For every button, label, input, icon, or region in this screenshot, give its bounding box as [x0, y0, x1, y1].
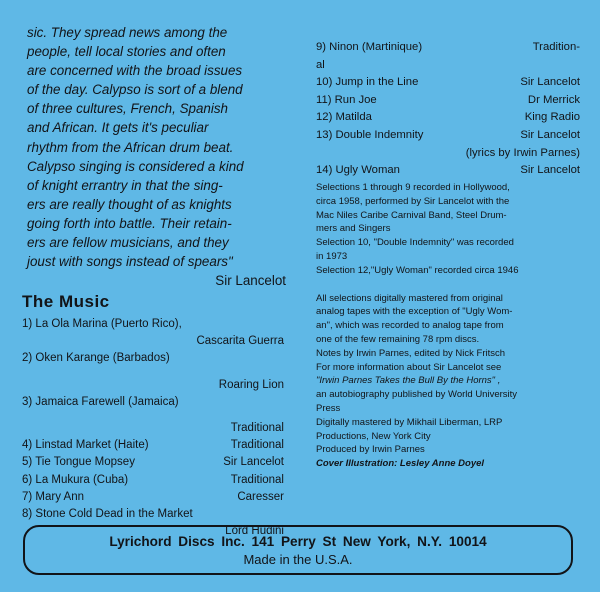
note-line: Productions, New York City [316, 430, 431, 442]
quote-line: going forth into battle. Their retain- [27, 215, 232, 231]
track-list-right [316, 39, 580, 180]
quote-line: sic. They spread news among the [27, 25, 228, 40]
track-item [316, 162, 580, 180]
track-item [316, 74, 580, 92]
track-title: 5) Tie Tongue Mopsey [22, 456, 135, 469]
track-artist: Sir Lancelot [520, 76, 580, 89]
track-artist: Sir Lancelot [520, 164, 580, 177]
track-artist: Traditional [230, 439, 284, 452]
track-artist: Sir Lancelot [520, 128, 580, 141]
note-line: Digitally mastered by Mikhail Liberman, LRP [316, 416, 503, 428]
quote-line: joust with songs instead of spears" [27, 254, 233, 270]
spacer [316, 278, 580, 292]
credits-notes [316, 181, 580, 471]
cover-credit: Cover Illustration: Lesley Anne Doyel [316, 458, 485, 470]
track-item [316, 92, 580, 110]
track-note: (lyrics by Irwin Parnes) [465, 146, 580, 159]
note-line: an autobiography published by World University [316, 389, 518, 401]
track-artist: Traditional [230, 422, 284, 435]
track-title: 11) Run Joe [316, 93, 377, 106]
track-title: 12) Matilda [316, 111, 372, 124]
track-artist: Sir Lancelot [223, 456, 284, 469]
track-title: 7) Mary Ann [22, 490, 84, 503]
note-line: Selection 12,"Ugly Woman" recorded circa 1946 [316, 264, 519, 276]
track-artist: Caresser [237, 490, 284, 503]
track-item [316, 109, 580, 127]
track-item [22, 394, 284, 437]
note-line: in 1973 [316, 250, 348, 262]
note-line: one of the few remaining 78 rpm discs. [316, 333, 480, 345]
quote-line: of the day. Calypso is sort of a blend [27, 82, 243, 98]
note-line: For more information about Sir Lancelot see [316, 361, 502, 373]
track-title: 2) Oken Karange (Barbados) [22, 352, 170, 365]
track-row [316, 162, 580, 180]
note-line: mers and Singers [316, 223, 391, 235]
track-artist: Cascarita Guerra [196, 335, 284, 348]
track-artist-continuation: al [316, 58, 325, 71]
quote-line: ers are really thought of as knights [27, 196, 232, 212]
book-title: "Irwin Parnes Takes the Bull By the Horns" , [316, 375, 501, 387]
track-item [22, 454, 284, 471]
note-line: Selection 10, "Double Indemnity" was recorded [316, 237, 514, 249]
quote-line: Calypso singing is considered a kind [27, 158, 244, 174]
track-artist: Tradition- [532, 41, 580, 53]
note-line: Mac Niles Caribe Carnival Band, Steel Drum- [316, 209, 507, 221]
note-line: Press [316, 402, 341, 414]
track-title: 13) Double Indemnity [316, 128, 424, 141]
quote-line: people, tell local stories and often [27, 44, 226, 60]
music-heading: The Music [22, 292, 110, 311]
track-artist: Roaring Lion [218, 378, 284, 391]
track-title: 8) Stone Cold Dead in the Market [22, 508, 193, 521]
note-line: Notes by Irwin Parnes, edited by Nick Fritsch [316, 347, 506, 359]
quote-attribution: Sir Lancelot [215, 273, 286, 289]
note-line: All selections digitally mastered from original [316, 292, 503, 304]
track-title: 6) La Mukura (Cuba) [22, 473, 129, 486]
track-row [316, 109, 580, 127]
track-item [316, 39, 580, 74]
mastering-notes [316, 292, 580, 471]
track-item [22, 472, 284, 489]
track-title: 4) Linstad Market (Haite) [22, 439, 149, 452]
quote-line: of three cultures, French, Spanish [27, 101, 228, 117]
quote-line: are concerned with the broad issues [27, 63, 243, 79]
track-item [22, 437, 284, 454]
track-row [22, 454, 284, 471]
liner-quote [27, 23, 301, 290]
track-list-left [22, 316, 284, 540]
track-row [316, 127, 580, 145]
recording-notes [316, 181, 580, 278]
track-title: 1) La Ola Marina (Puerto Rico), [22, 318, 182, 330]
note-line: Selections 1 through 9 recorded in Hollywood, [316, 182, 510, 193]
track-artist: Traditional [230, 473, 284, 486]
track-row [316, 74, 580, 92]
track-row [22, 472, 284, 489]
track-item [22, 350, 284, 393]
track-row [316, 39, 580, 57]
quote-line: and African. It gets it's peculiar [27, 120, 209, 136]
track-row [22, 437, 284, 454]
quote-line: ers are fellow musicians, and they [27, 235, 229, 251]
track-row [316, 92, 580, 110]
label-address-box [23, 525, 573, 575]
track-artist: Lord Hudini [225, 525, 284, 538]
track-title: 3) Jamaica Farewell (Jamaica) [22, 395, 179, 408]
track-artist: Dr Merrick [527, 93, 580, 106]
track-item [22, 316, 284, 350]
track-title: 14) Ugly Woman [316, 164, 400, 177]
track-artist: King Radio [524, 111, 580, 124]
track-row [22, 489, 284, 506]
track-title: 10) Jump in the Line [316, 76, 419, 89]
note-line: analog tapes with the exception of "Ugly Wom- [316, 306, 513, 318]
track-item [22, 489, 284, 506]
note-line: Produced by Irwin Parnes [316, 444, 425, 456]
label-address: Lyrichord Discs Inc. 141 Perry St New York, N.Y. 10014 [109, 534, 487, 549]
quote-line: rhythm from the African drum beat. [27, 139, 234, 155]
track-title: 9) Ninon (Martinique) [316, 41, 423, 53]
made-in-line: Made in the U.S.A. [243, 552, 353, 567]
track-item [316, 127, 580, 162]
quote-line: of knight errantry in that the sing- [27, 177, 223, 193]
note-line: circa 1958, performed by Sir Lancelot with the [316, 195, 510, 207]
note-line: an", which was recorded to analog tape from [316, 320, 504, 332]
